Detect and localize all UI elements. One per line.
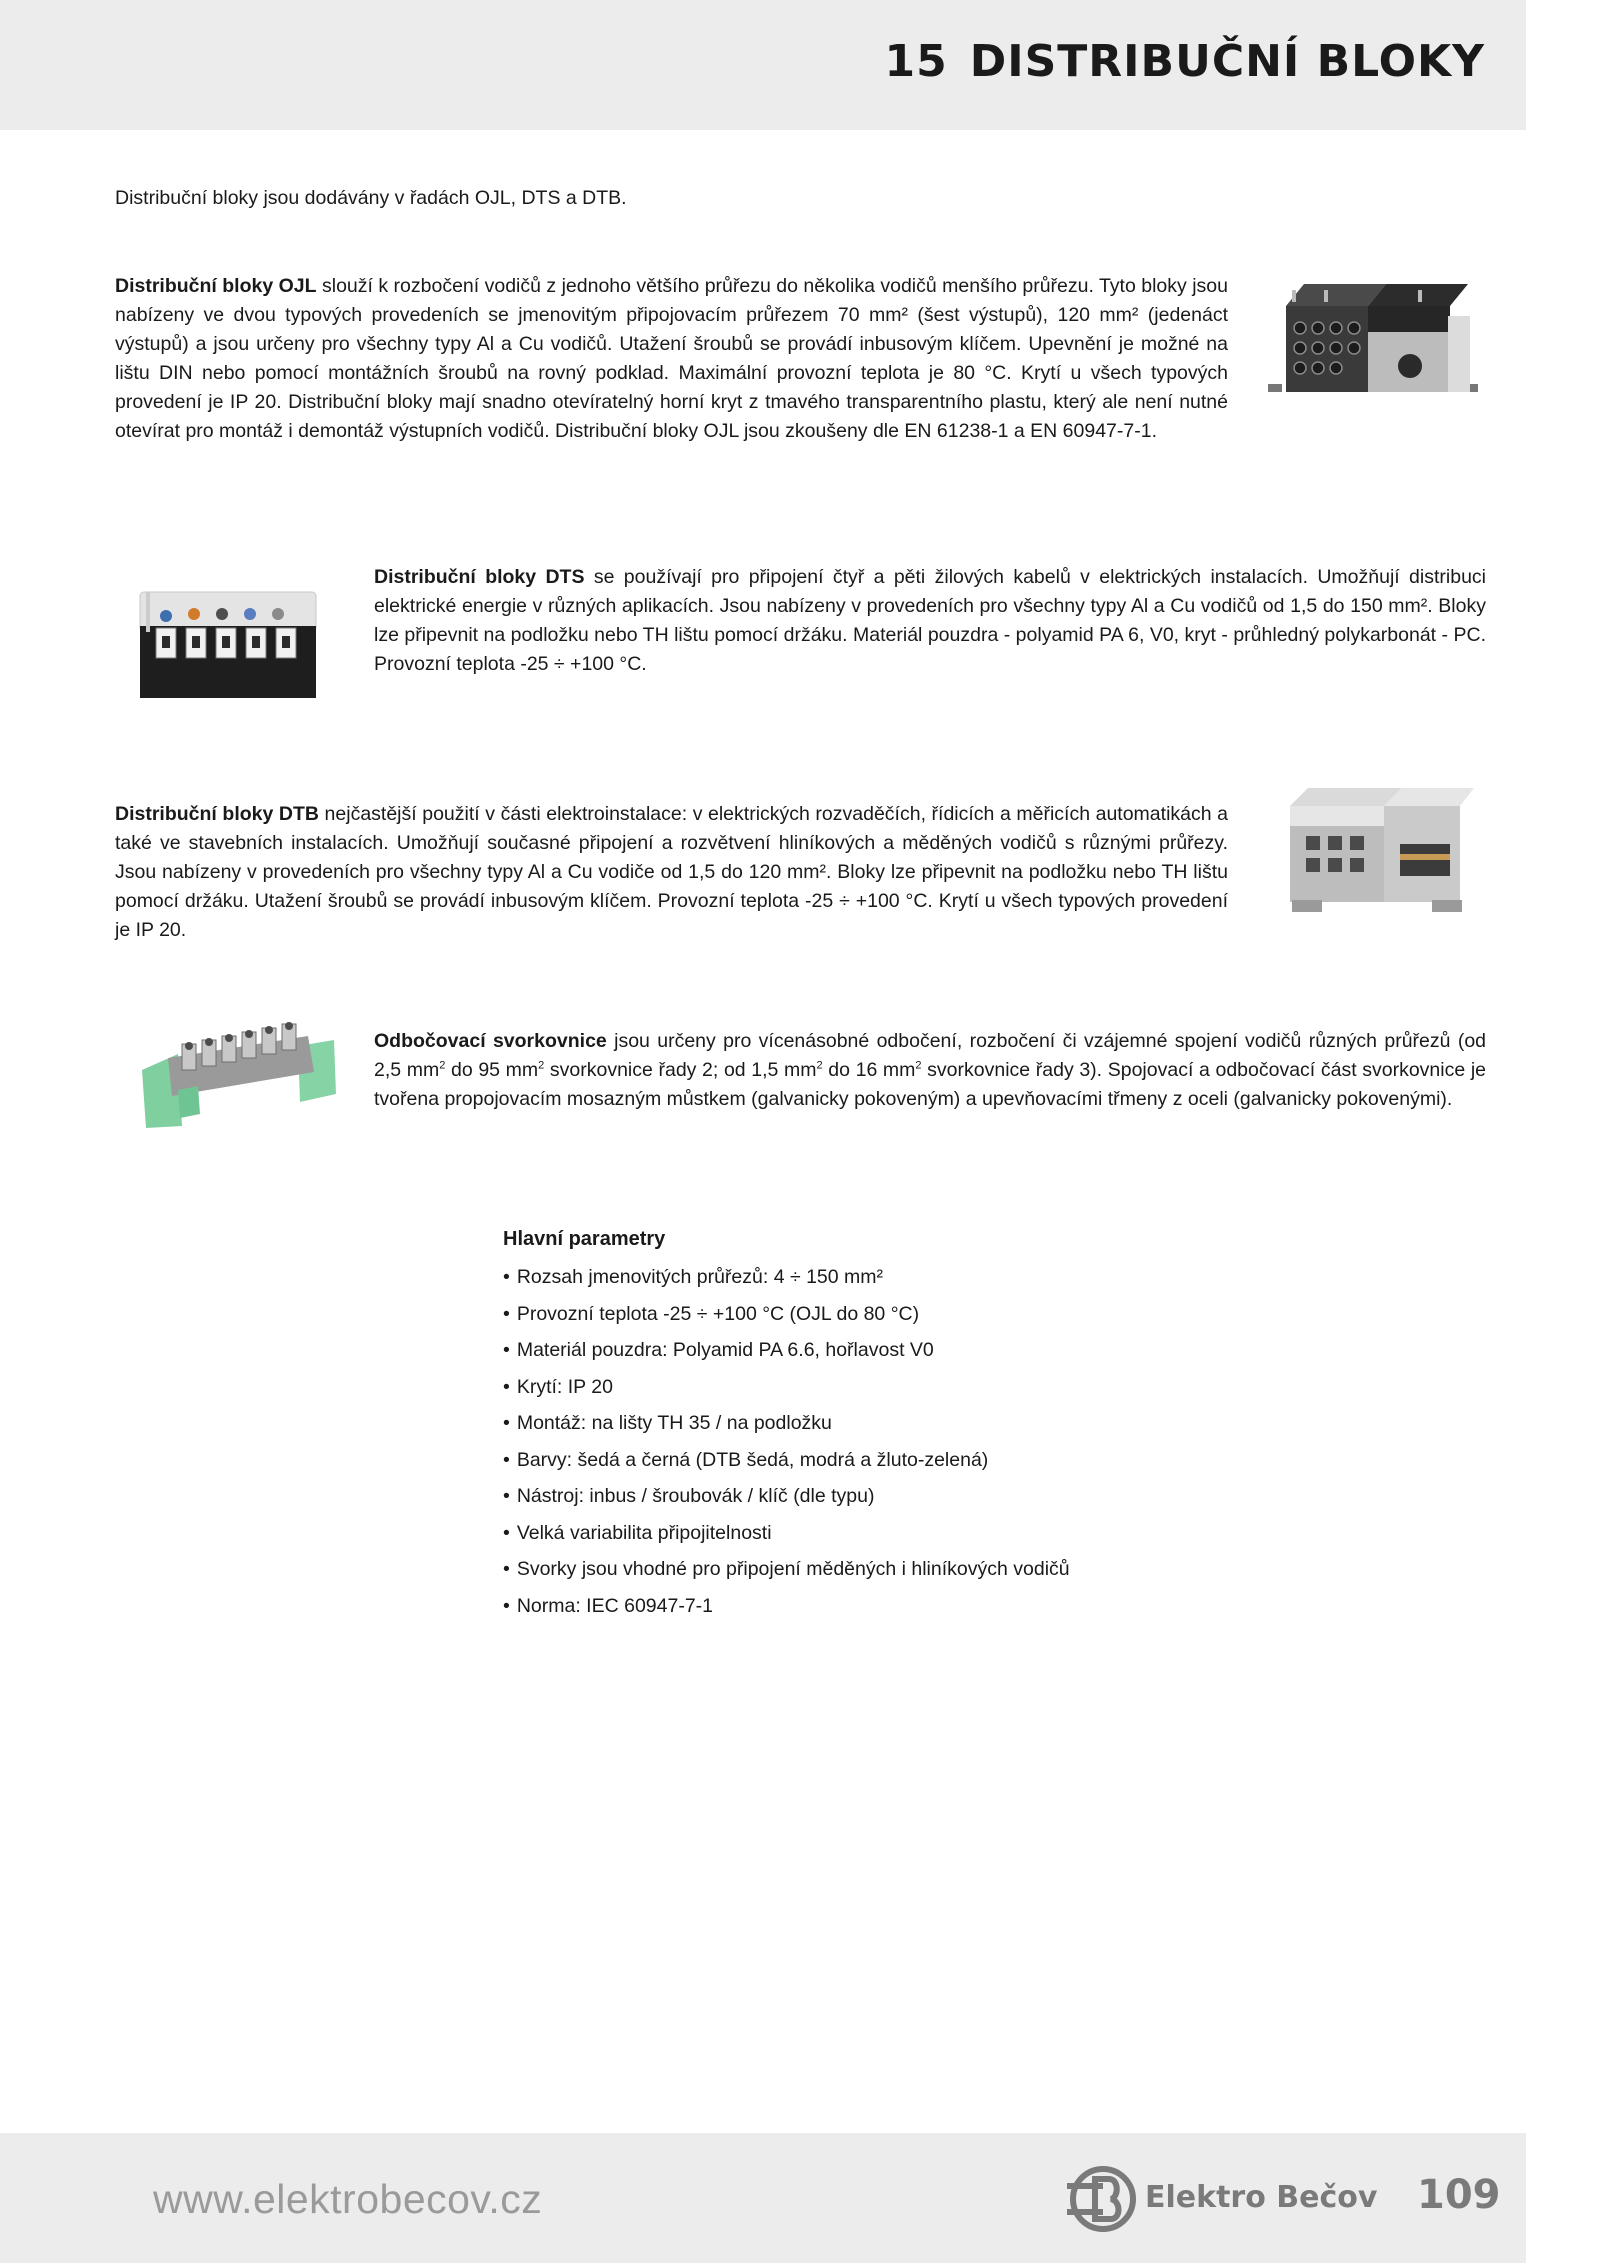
parameter-item: • Rozsah jmenovitých průřezů: 4 ÷ 150 mm² xyxy=(503,1259,1203,1296)
page-number: 109 xyxy=(1417,2172,1501,2218)
parameter-item: • Velká variabilita připojitelnosti xyxy=(503,1515,1203,1552)
odbocovaci-text-5: svorkovnice řady 3). Spojovací a odbočovací část svorkovnice je tvořena propojovacím mosazným můstkem (galvanicky pokoveným) a upevňovacími třmeny z oceli (galvanicky pokovenými). xyxy=(374,1059,1487,1110)
brand-name: Elektro Bečov xyxy=(1145,2180,1378,2215)
chapter-title xyxy=(884,36,1485,87)
parameters-heading: Hlavní parametry xyxy=(503,1228,666,1250)
ojl-paragraph xyxy=(115,272,1228,446)
dtb-paragraph xyxy=(115,800,1228,945)
parameter-item: • Norma: IEC 60947-7-1 xyxy=(503,1588,1203,1625)
odbocovaci-text-2: do 95 mm xyxy=(445,1059,539,1081)
superscript-2b: 2 xyxy=(538,1059,545,1072)
odbocovaci-lead: Odbočovací svorkovnice xyxy=(374,1030,607,1052)
ojl-text: slouží k rozbočení vodičů z jednoho většího průřezu do několika vodičů menšího průřezu. Tyto bloky jsou nabízeny ve dvou typových provedeních se jmenovitým připojovacím průřezem 70 mm² (šest výstupů), 120 mm² (jedenáct výstupů) a jsou určeny pro všechny typy Al a Cu vodičů. Utažení šroubů se provádí inbusovým klíčem. Upevnění je možné na lištu DIN nebo pomocí montážních šroubů na rovný podklad. Maximální provozní teplota je 80 °C. Krytí u všech typových provedení je IP 20. Distribuční bloky mají snadno otevíratelný horní kryt z tmavého transparentního plastu, který ale není nutné otevírat pro montáž i demontáž výstupních vodičů. Distribuční bloky OJL jsou zkoušeny dle EN 61238-1 a EN 60947-7-1. xyxy=(115,275,1228,442)
parameter-item: • Barvy: šedá a černá (DTB šedá, modrá a žluto-zelená) xyxy=(503,1442,1203,1479)
terminal-block-image xyxy=(138,1010,338,1128)
chapter-title-text: DISTRIBUČNÍ BLOKY xyxy=(969,36,1485,87)
dts-paragraph xyxy=(374,563,1486,679)
intro-paragraph: Distribuční bloky jsou dodávány v řadách OJL, DTS a DTB. xyxy=(115,187,627,209)
parameter-item: • Krytí: IP 20 xyxy=(503,1369,1203,1406)
parameters-list xyxy=(503,1259,1203,1624)
parameter-item: • Svorky jsou vhodné pro připojení měděných i hliníkových vodičů xyxy=(503,1551,1203,1588)
parameter-item: • Materiál pouzdra: Polyamid PA 6.6, hořlavost V0 xyxy=(503,1332,1203,1369)
elektro-becov-logo-icon xyxy=(1067,2163,1139,2235)
parameter-item: • Montáž: na lišty TH 35 / na podložku xyxy=(503,1405,1203,1442)
dts-block-image xyxy=(136,590,318,698)
chapter-number: 15 xyxy=(884,36,948,87)
parameter-item: • Nástroj: inbus / šroubovák / klíč (dle typu) xyxy=(503,1478,1203,1515)
odbocovaci-paragraph xyxy=(374,1027,1486,1114)
dts-text: se používají pro připojení čtyř a pěti žilových kabelů v elektrických instalacích. Umožňují distribuci elektrické energie v různých aplikacích. Jsou nabízeny v provedeních pro všechny typy Al a Cu vodičů od 1,5 do 150 mm². Bloky lze připevnit na podložku nebo TH lištu pomocí držáku. Materiál pouzdra - polyamid PA 6, V0, kryt - průhledný polykarbonát - PC. Provozní teplota -25 ÷ +100 °C. xyxy=(374,566,1487,675)
main-parameters xyxy=(503,1228,1203,1624)
odbocovaci-text-1: jsou určeny pro vícenásobné odbočení, rozbočení či vzájemné spojení vodičů různých průřezů (od 2,5 mm xyxy=(374,1030,1487,1081)
odbocovaci-text-4: do 16 mm xyxy=(822,1059,916,1081)
odbocovaci-text-3: svorkovnice řady 2; od 1,5 mm xyxy=(544,1059,817,1081)
website-url: www.elektrobecov.cz xyxy=(153,2176,543,2222)
superscript-2d: 2 xyxy=(915,1059,922,1072)
dts-lead: Distribuční bloky DTS xyxy=(374,566,585,588)
ojl-lead: Distribuční bloky OJL xyxy=(115,275,317,297)
parameter-item: • Provozní teplota -25 ÷ +100 °C (OJL do 80 °C) xyxy=(503,1296,1203,1333)
dtb-lead: Distribuční bloky DTB xyxy=(115,803,319,825)
dtb-text: nejčastější použití v části elektroinstalace: v elektrických rozvaděčích, řídicích a měřicích automatikách a také ve stavebních instalacích. Umožňují současné připojení a rozvětvení hliníkových a měděných vodičů s různými průřezy. Jsou nabízeny v provedeních pro všechny typy Al a Cu vodiče od 1,5 do 120 mm². Bloky lze připevnit na podložku nebo TH lištu pomocí držáku. Utažení šroubů se provádí inbusovým klíčem. Provozní teplota -25 ÷ +100 °C. Krytí u všech typových provedení je IP 20. xyxy=(115,803,1228,941)
superscript-2c: 2 xyxy=(816,1059,823,1072)
superscript-2a: 2 xyxy=(439,1059,446,1072)
ojl-block-image xyxy=(1268,276,1478,418)
dtb-block-image xyxy=(1282,784,1482,916)
